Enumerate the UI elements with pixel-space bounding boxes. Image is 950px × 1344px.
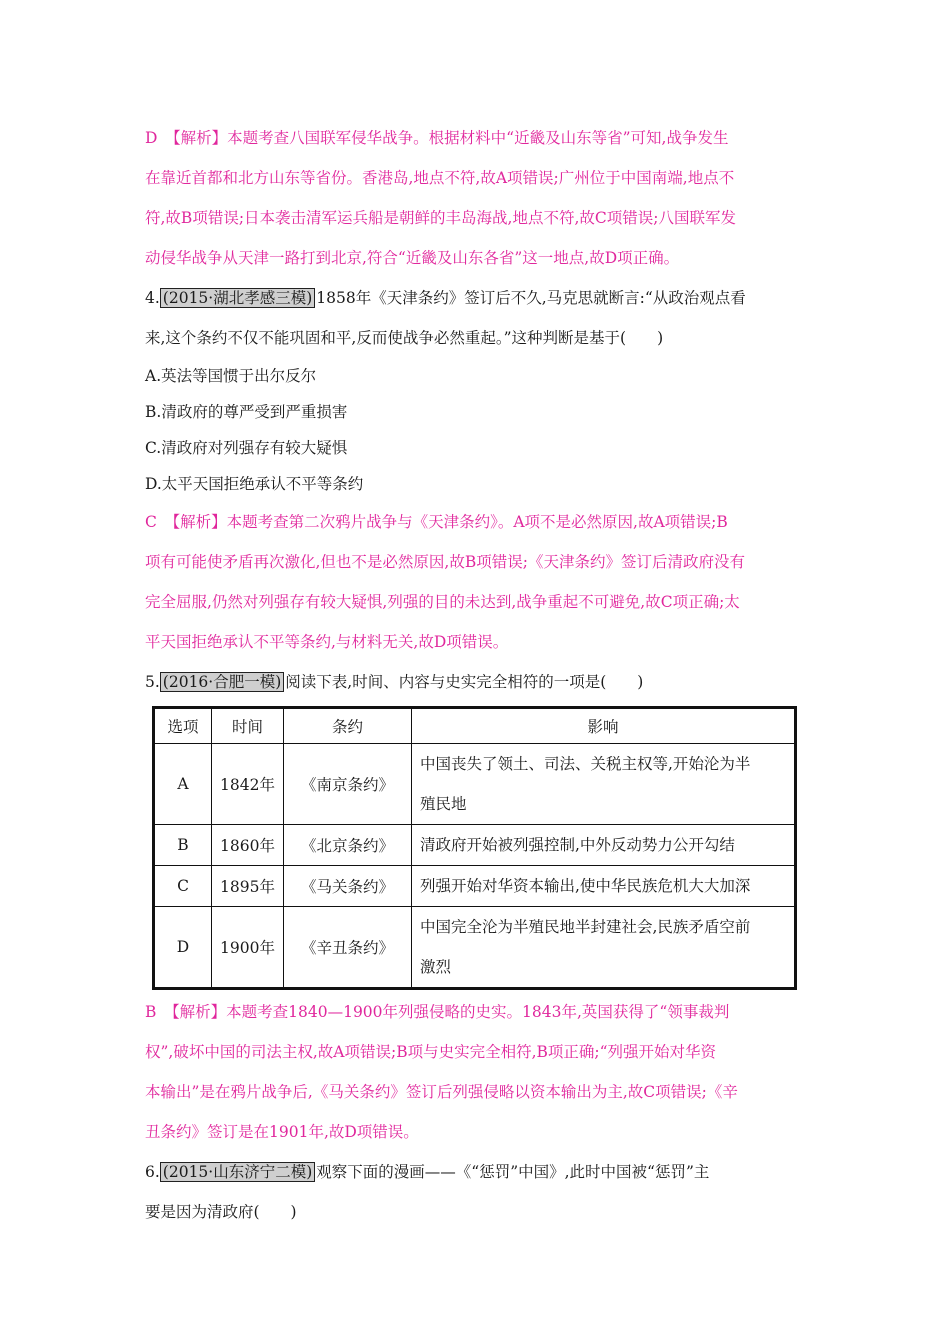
header-time: 时间 [212,708,284,744]
header-option: 选项 [154,708,212,744]
cell-option: C [154,866,212,907]
cell-effect [412,907,796,989]
cell-option: A [154,744,212,825]
question-5 [145,662,810,1152]
q5-answer-line: B 【解析】本题考查1840—1900年列强侵略的史实。1843年,英国获得了“领事裁判 [145,1003,730,1021]
q4-option-a: A.英法等国惯于出尔反尔 [145,367,317,385]
cell-treaty: 《南京条约》 [284,744,412,825]
q3-answer-line: 符,故B项错误;日本袭击清军运兵船是朝鲜的丰岛海战,地点不符,故C项错误;八国联军发 [145,209,736,227]
q6-number: 6. [145,1163,160,1181]
cell-time: 1895年 [212,866,284,907]
treaty-table [152,706,797,990]
question-6 [145,1152,810,1232]
cell-treaty: 《辛丑条约》 [284,907,412,989]
q4-answer-line: C 【解析】本题考查第二次鸦片战争与《天津条约》。A项不是必然原因,故A项错误;B [145,513,728,531]
q6-stem-line2: 要是因为清政府( ) [145,1203,297,1221]
cell-effect-line: 激烈 [420,958,452,976]
q6-stem-text: 观察下面的漫画——《“惩罚”中国》,此时中国被“惩罚”主 [316,1163,710,1181]
q5-answer-line: 丑条约》签订是在1901年,故D项错误。 [145,1123,419,1141]
q4-stem-text: 1858年《天津条约》签订后不久,马克思就断言:“从政治观点看 [316,289,746,307]
q3-answer-line: 动侵华战争从天津一路打到北京,符合“近畿及山东各省”这一地点,故D项正确。 [145,249,680,267]
cell-treaty: 《马关条约》 [284,866,412,907]
table-row [154,866,796,907]
q5-source-tag: (2016·合肥一模) [160,672,284,692]
cell-time: 1842年 [212,744,284,825]
q4-option-d: D.太平天国拒绝承认不平等条约 [145,475,364,493]
q4-stem-line1 [145,278,810,318]
q5-stem-line1 [145,662,810,702]
cell-effect-line: 中国完全沦为半殖民地半封建社会,民族矛盾空前 [420,918,751,936]
table-header-row [154,708,796,744]
q4-answer-line: 平天国拒绝承认不平等条约,与材料无关,故D项错误。 [145,633,509,651]
q6-stem-line1 [145,1152,810,1192]
question-4 [145,278,810,662]
q3-answer [145,118,810,278]
table-row [154,744,796,825]
q5-stem-text: 阅读下表,时间、内容与史实完全相符的一项是( ) [285,673,644,691]
q5-answer-line: 本输出”是在鸦片战争后,《马关条约》签订后列强侵略以资本输出为主,故C项错误;《辛 [145,1083,738,1101]
header-treaty: 条约 [284,708,412,744]
cell-effect: 列强开始对华资本输出,使中华民族危机大大加深 [412,866,796,907]
table-row [154,907,796,989]
cell-time: 1860年 [212,825,284,866]
q5-answer [145,992,810,1152]
cell-effect-line: 中国丧失了领土、司法、关税主权等,开始沦为半 [420,755,751,773]
q4-option-b: B.清政府的尊严受到严重损害 [145,403,348,421]
q6-source-tag: (2015·山东济宁二模) [160,1162,315,1182]
cell-effect: 清政府开始被列强控制,中外反动势力公开勾结 [412,825,796,866]
q4-number: 4. [145,289,160,307]
cell-effect [412,744,796,825]
q5-number: 5. [145,673,160,691]
q4-source-tag: (2015·湖北孝感三模) [160,288,315,308]
cell-treaty: 《北京条约》 [284,825,412,866]
cell-effect-line: 殖民地 [420,795,467,813]
q4-answer-line: 项有可能使矛盾再次激化,但也不是必然原因,故B项错误;《天津条约》签订后清政府没有 [145,553,745,571]
q4-stem-line2: 来,这个条约不仅不能巩固和平,反而使战争必然重起。”这种判断是基于( ) [145,329,664,347]
q5-answer-line: 权”,破坏中国的司法主权,故A项错误;B项与史实完全相符,B项正确;“列强开始对华资 [145,1043,717,1061]
header-effect: 影响 [412,708,796,744]
table-row [154,825,796,866]
cell-time: 1900年 [212,907,284,989]
q4-answer-line: 完全屈服,仍然对列强存有较大疑惧,列强的目的未达到,战争重起不可避免,故C项正确;太 [145,593,740,611]
document-page [145,118,810,1232]
q4-answer [145,502,810,662]
q4-option-c: C.清政府对列强存有较大疑惧 [145,439,348,457]
cell-option: B [154,825,212,866]
q3-answer-line: 在靠近首都和北方山东等省份。香港岛,地点不符,故A项错误;广州位于中国南端,地点不 [145,169,735,187]
cell-option: D [154,907,212,989]
q3-answer-line: D 【解析】本题考查八国联军侵华战争。根据材料中“近畿及山东等省”可知,战争发生 [145,129,729,147]
